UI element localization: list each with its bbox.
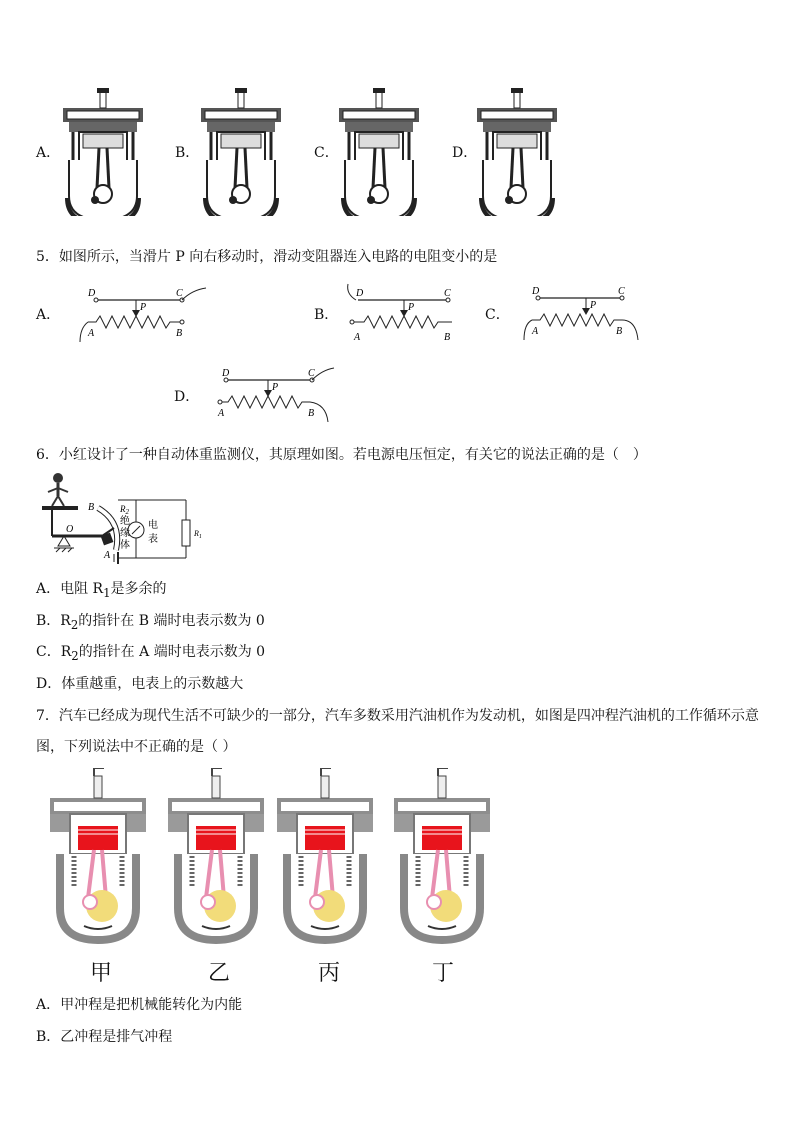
label-b: B xyxy=(88,502,95,513)
terminal-a: A xyxy=(532,326,539,337)
q5-rheostat-d xyxy=(212,364,342,426)
q5-option-b-label: B． xyxy=(314,307,339,323)
terminal-d: D xyxy=(356,288,364,299)
q6-option-d: D．体重越重，电表上的示数越大 xyxy=(36,676,244,692)
terminal-d: D xyxy=(532,286,540,297)
terminal-c: C xyxy=(308,368,315,379)
q5-rheostat-b xyxy=(344,280,464,348)
terminal-b: B xyxy=(308,408,315,419)
q4-option-d-label: D． xyxy=(452,145,478,161)
terminal-a: A xyxy=(218,408,225,419)
terminal-c: C xyxy=(444,288,451,299)
terminal-p: P xyxy=(408,302,415,313)
q5-option-c-label: C． xyxy=(485,307,510,323)
q5-rheostat-a xyxy=(74,284,214,348)
q4-engine-a xyxy=(58,86,148,216)
label-r1: $R_1$ xyxy=(194,529,202,540)
terminal-p: P xyxy=(590,300,597,311)
q4-engine-c xyxy=(334,86,424,216)
q7-engine-jia xyxy=(48,768,148,948)
q4-option-b-label: B． xyxy=(175,145,200,161)
q5-rheostat-c xyxy=(516,282,646,348)
terminal-c: C xyxy=(176,288,183,299)
label-insulator-1: 绝 xyxy=(120,516,130,527)
q7-option-b: B．乙冲程是排气冲程 xyxy=(36,1029,173,1045)
q6-weight-monitor-figure xyxy=(36,470,206,570)
terminal-b: B xyxy=(176,328,183,339)
q6-option-c: C．$R_2$的指针在 A 端时电表示数为 0 xyxy=(36,644,266,663)
terminal-p: P xyxy=(272,382,279,393)
q4-engine-b xyxy=(196,86,286,216)
terminal-b: B xyxy=(616,326,623,337)
label-meter-1: 电 xyxy=(148,520,158,531)
q4-option-c-label: C． xyxy=(314,145,339,161)
q7-engine-yi xyxy=(166,768,266,948)
label-r2: $R_2$ xyxy=(120,504,129,516)
q6-option-b: B．$R_2$的指针在 B 端时电表示数为 0 xyxy=(36,613,265,632)
q4-engine-d xyxy=(472,86,562,216)
q6-question: 6．小红设计了一种自动体重监测仪，其原理如图。若电源电压恒定，有关它的说法正确的是（ ） xyxy=(36,447,647,463)
terminal-a: A xyxy=(88,328,95,339)
q5-question: 5．如图所示，当滑片 P 向右移动时，滑动变阻器连入电路的电阻变小的是 xyxy=(36,249,498,265)
terminal-c: C xyxy=(618,286,625,297)
label-meter-2: 表 xyxy=(148,534,158,545)
q7-label-ding: 丁 xyxy=(432,961,455,986)
q7-label-yi: 乙 xyxy=(208,961,231,986)
terminal-b: B xyxy=(444,332,451,343)
q5-option-d-label: D． xyxy=(174,389,200,405)
label-insulator-2: 缘 xyxy=(120,528,130,539)
q7-label-jia: 甲 xyxy=(90,961,113,986)
label-o: O xyxy=(66,524,74,535)
q7-option-a: A．甲冲程是把机械能转化为内能 xyxy=(36,997,243,1013)
q6-option-a: A．电阻 $R_1$是多余的 xyxy=(36,581,167,600)
terminal-p: P xyxy=(140,302,147,313)
q5-option-a-label: A． xyxy=(36,307,61,323)
q7-label-bing: 丙 xyxy=(318,961,341,986)
q7-question-line1: 7．汽车已经成为现代生活不可缺少的一部分，汽车多数采用汽油机作为发动机，如图是四冲程汽油机的工作循环示意 xyxy=(36,708,759,724)
q7-engine-ding xyxy=(392,768,492,948)
label-insulator-3: 体 xyxy=(120,540,130,551)
terminal-a: A xyxy=(354,332,361,343)
q4-option-a-label: A． xyxy=(36,145,61,161)
q7-question-line2: 图，下列说法中不正确的是（ ） xyxy=(36,739,237,755)
terminal-d: D xyxy=(88,288,96,299)
terminal-d: D xyxy=(222,368,230,379)
label-a: A xyxy=(104,550,111,561)
q7-engine-bing xyxy=(275,768,375,948)
